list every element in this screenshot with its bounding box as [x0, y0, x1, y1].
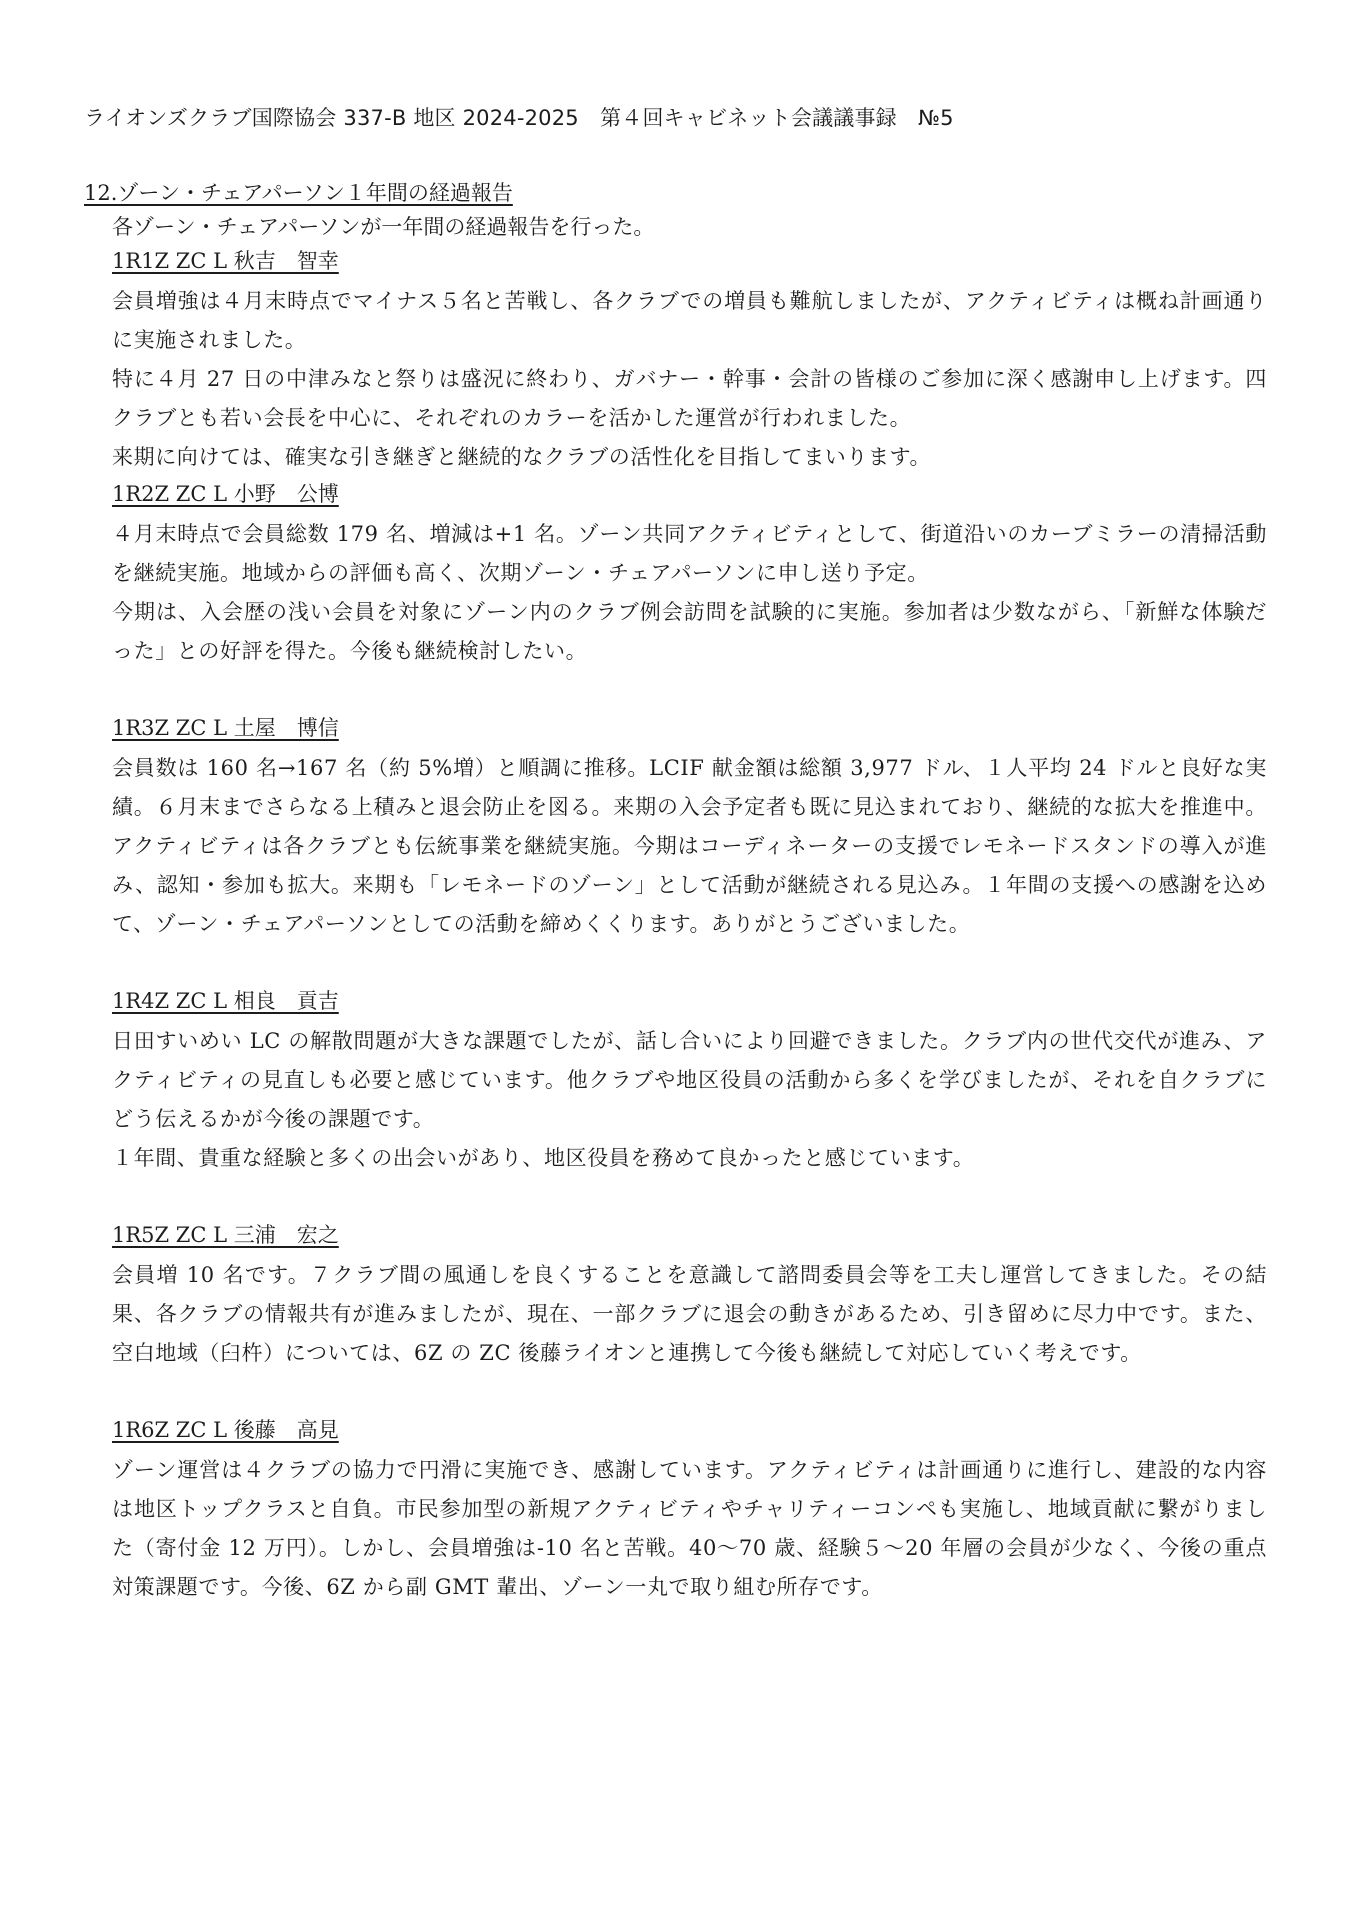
- report-paragraph: 特に４月 27 日の中津みなと祭りは盛況に終わり、ガバナー・幹事・会計の皆様のご参加に深く感謝申し上げます。四クラブとも若い会長を中心に、それぞれのカラーを活かした運営が行われました。: [112, 367, 1267, 430]
- zone-report-1r6z: [112, 1413, 1267, 1607]
- section-title: 12.ゾーン・チェアパーソン１年間の経過報告: [84, 181, 513, 205]
- report-paragraph: 来期に向けては、確実な引き継ぎと継続的なクラブの活性化を目指してまいります。: [112, 445, 932, 469]
- zone-report-heading: 1R3Z ZC L 土屋 博信: [112, 716, 339, 740]
- zone-report-heading: 1R1Z ZC L 秋吉 智幸: [112, 249, 339, 273]
- zone-report-1r1z: [112, 244, 1267, 477]
- zone-report-heading: 1R2Z ZC L 小野 公博: [112, 482, 339, 506]
- report-paragraph: 会員増 10 名です。７クラブ間の風通しを良くすることを意識して諮問委員会等を工夫し運営してきました。その結果、各クラブの情報共有が進みましたが、現在、一部クラブに退会の動きがあるため、引き留めに尽力中です。また、空白地域（臼杵）については、6Z の ZC 後藤ライオンと連携して今後も継続して対応していく考えです。: [112, 1263, 1267, 1365]
- zone-report-heading: 1R4Z ZC L 相良 貢吉: [112, 989, 339, 1013]
- document-header: ライオンズクラブ国際協会 337-B 地区 2024-2025 第４回キャビネット会議議事録 №5: [84, 106, 954, 130]
- report-paragraph: 会員数は 160 名→167 名（約 5%増）と順調に推移。LCIF 献金額は総額 3,977 ドル、１人平均 24 ドルと良好な実績。６月末までさらなる上積みと退会防止を図る。来期の入会予定者も既に見込まれており、継続的な拡大を推進中。アクティビティは各クラブとも伝統事業を継続実施。今期はコーディネーターの支援でレモネードスタンドの導入が進み、認知・参加も拡大。来期も「レモネードのゾーン」として活動が継続される見込み。１年間の支援への感謝を込めて、ゾーン・チェアパーソンとしての活動を締めくくります。ありがとうございました。: [112, 756, 1267, 936]
- report-paragraph: 日田すいめい LC の解散問題が大きな課題でしたが、話し合いにより回避できました。クラブ内の世代交代が進み、アクティビティの見直しも必要と感じています。他クラブや地区役員の活動から多くを学びましたが、それを自クラブにどう伝えるかが今後の課題です。: [112, 1029, 1267, 1131]
- zone-report-1r5z: [112, 1218, 1267, 1373]
- report-paragraph: 会員増強は４月末時点でマイナス５名と苦戦し、各クラブでの増員も難航しましたが、アクティビティは概ね計画通りに実施されました。: [112, 289, 1267, 352]
- report-paragraph: ゾーン運営は４クラブの協力で円滑に実施でき、感謝しています。アクティビティは計画通りに進行し、建設的な内容は地区トップクラスと自負。市民参加型の新規アクティビティやチャリティーコンペも実施し、地域貢献に繋がりました（寄付金 12 万円）。しかし、会員増強は-10 名と苦戦。40～70 歳、経験５～20 年層の会員が少なく、今後の重点対策課題です。今後、6Z から副 GMT 輩出、ゾーン一丸で取り組む所存です。: [112, 1458, 1267, 1599]
- zone-report-heading: 1R6Z ZC L 後藤 高見: [112, 1418, 339, 1442]
- zone-report-1r4z: [112, 984, 1267, 1178]
- report-paragraph: １年間、貴重な経験と多くの出会いがあり、地区役員を務めて良かったと感じています。: [112, 1146, 975, 1170]
- section-intro: 各ゾーン・チェアパーソンが一年間の経過報告を行った。: [112, 215, 655, 239]
- zone-report-heading: 1R5Z ZC L 三浦 宏之: [112, 1223, 339, 1247]
- report-paragraph: ４月末時点で会員総数 179 名、増減は+1 名。ゾーン共同アクティビティとして、街道沿いのカーブミラーの清掃活動を継続実施。地域からの評価も高く、次期ゾーン・チェアパーソンに申し送り予定。: [112, 522, 1267, 585]
- zone-report-1r3z: [112, 711, 1267, 944]
- zone-report-1r2z: [112, 477, 1267, 671]
- report-paragraph: 今期は、入会歴の浅い会員を対象にゾーン内のクラブ例会訪問を試験的に実施。参加者は少数ながら、「新鮮な体験だった」との好評を得た。今後も継続検討したい。: [112, 600, 1267, 663]
